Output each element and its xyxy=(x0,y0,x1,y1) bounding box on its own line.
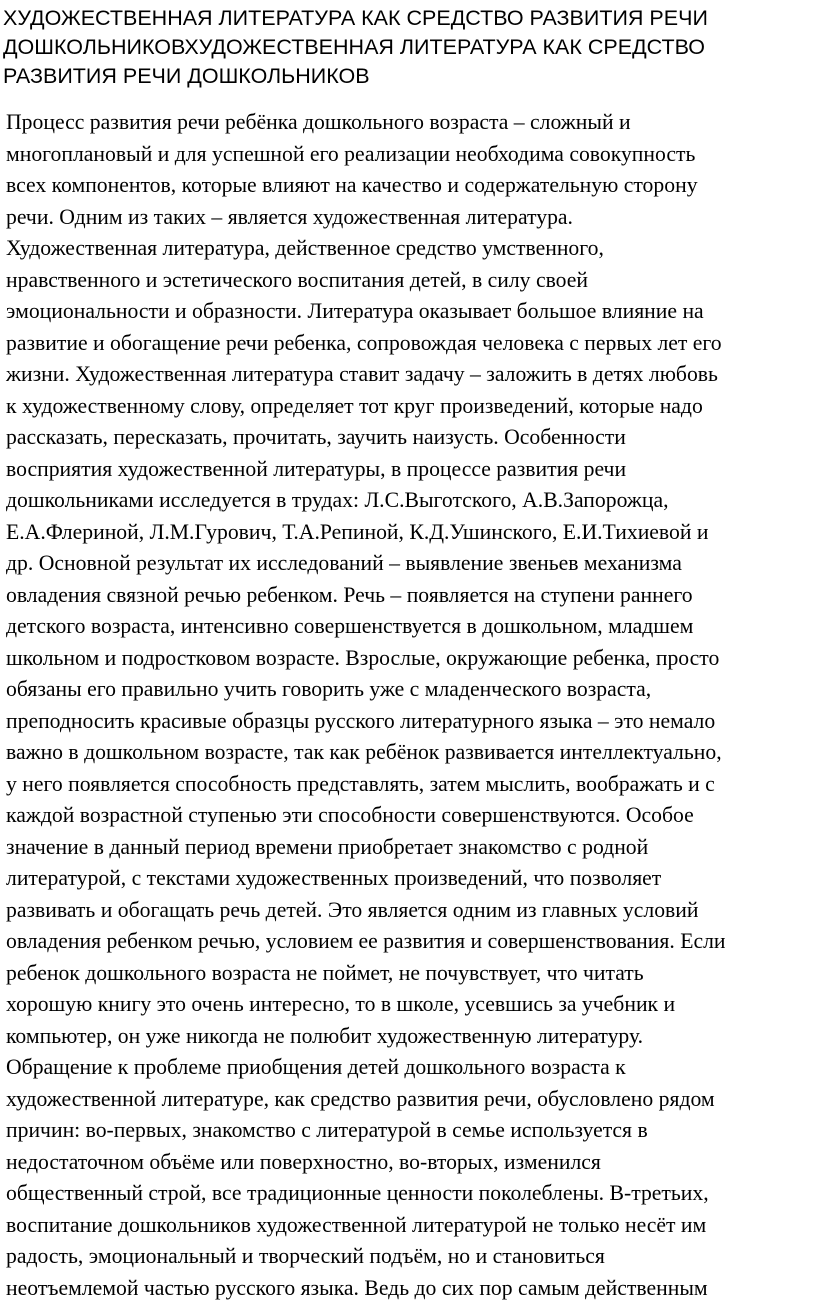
title-line: РАЗВИТИЯ РЕЧИ ДОШКОЛЬНИКОВ xyxy=(3,62,813,91)
body-line: детского возраста, интенсивно совершенствуется в дошкольном, младшем xyxy=(6,611,814,643)
body-line: общественный строй, все традиционные ценности поколеблены. В-третьих, xyxy=(6,1178,814,1210)
body-line: воспитание дошкольников художественной литературой не только несёт им xyxy=(6,1210,814,1242)
body-line: неотъемлемой частью русского языка. Ведь до сих пор самым действенным xyxy=(6,1273,814,1304)
body-line: радость, эмоциональный и творческий подъём, но и становиться xyxy=(6,1241,814,1273)
body-line: Процесс развития речи ребёнка дошкольного возраста – сложный и xyxy=(6,107,814,139)
title-line: ХУДОЖЕСТВЕННАЯ ЛИТЕРАТУРА КАК СРЕДСТВО РАЗВИТИЯ РЕЧИ xyxy=(3,4,813,33)
document-body xyxy=(6,107,814,1304)
body-line: причин: во-первых, знакомство с литературой в семье используется в xyxy=(6,1115,814,1147)
body-line: школьном и подростковом возрасте. Взрослые, окружающие ребенка, просто xyxy=(6,643,814,675)
body-line: рассказать, пересказать, прочитать, заучить наизусть. Особенности xyxy=(6,422,814,454)
title-line: ДОШКОЛЬНИКОВХУДОЖЕСТВЕННАЯ ЛИТЕРАТУРА КАК СРЕДСТВО xyxy=(3,33,813,62)
body-line: эмоциональности и образности. Литература оказывает большое влияние на xyxy=(6,296,814,328)
body-line: овладения связной речью ребенком. Речь – появляется на ступени раннего xyxy=(6,580,814,612)
body-line: дошкольниками исследуется в трудах: Л.С.Выготского, А.В.Запорожца, xyxy=(6,485,814,517)
body-line: нравственного и эстетического воспитания детей, в силу своей xyxy=(6,265,814,297)
body-line: хорошую книгу это очень интересно, то в школе, усевшись за учебник и xyxy=(6,989,814,1021)
body-line: к художественному слову, определяет тот круг произведений, которые надо xyxy=(6,391,814,423)
body-line: художественной литературе, как средство развития речи, обусловлено рядом xyxy=(6,1084,814,1116)
body-line: всех компонентов, которые влияют на качество и содержательную сторону xyxy=(6,170,814,202)
body-line: недостаточном объёме или поверхностно, во-вторых, изменился xyxy=(6,1147,814,1179)
body-line: значение в данный период времени приобретает знакомство с родной xyxy=(6,832,814,864)
body-line: речи. Одним из таких – является художественная литература. xyxy=(6,202,814,234)
body-line: каждой возрастной ступенью эти способности совершенствуются. Особое xyxy=(6,800,814,832)
body-line: литературой, с текстами художественных произведений, что позволяет xyxy=(6,863,814,895)
body-line: компьютер, он уже никогда не полюбит художественную литературу. xyxy=(6,1021,814,1053)
body-line: у него появляется способность представлять, затем мыслить, воображать и с xyxy=(6,769,814,801)
body-line: восприятия художественной литературы, в процессе развития речи xyxy=(6,454,814,486)
body-line: ребенок дошкольного возраста не поймет, не почувствует, что читать xyxy=(6,958,814,990)
body-line: многоплановый и для успешной его реализации необходима совокупность xyxy=(6,139,814,171)
body-line: преподносить красивые образцы русского литературного языка – это немало xyxy=(6,706,814,738)
body-line: развитие и обогащение речи ребенка, сопровождая человека с первых лет его xyxy=(6,328,814,360)
body-line: др. Основной результат их исследований – выявление звеньев механизма xyxy=(6,548,814,580)
body-line: развивать и обогащать речь детей. Это является одним из главных условий xyxy=(6,895,814,927)
body-line: жизни. Художественная литература ставит задачу – заложить в детях любовь xyxy=(6,359,814,391)
document-title xyxy=(3,4,813,91)
body-line: овладения ребенком речью, условием ее развития и совершенствования. Если xyxy=(6,926,814,958)
body-line: Художественная литература, действенное средство умственного, xyxy=(6,233,814,265)
body-line: обязаны его правильно учить говорить уже с младенческого возраста, xyxy=(6,674,814,706)
body-line: важно в дошкольном возрасте, так как ребёнок развивается интеллектуально, xyxy=(6,737,814,769)
body-line: Обращение к проблеме приобщения детей дошкольного возраста к xyxy=(6,1052,814,1084)
body-line: Е.А.Флериной, Л.М.Гурович, Т.А.Репиной, К.Д.Ушинского, Е.И.Тихиевой и xyxy=(6,517,814,549)
